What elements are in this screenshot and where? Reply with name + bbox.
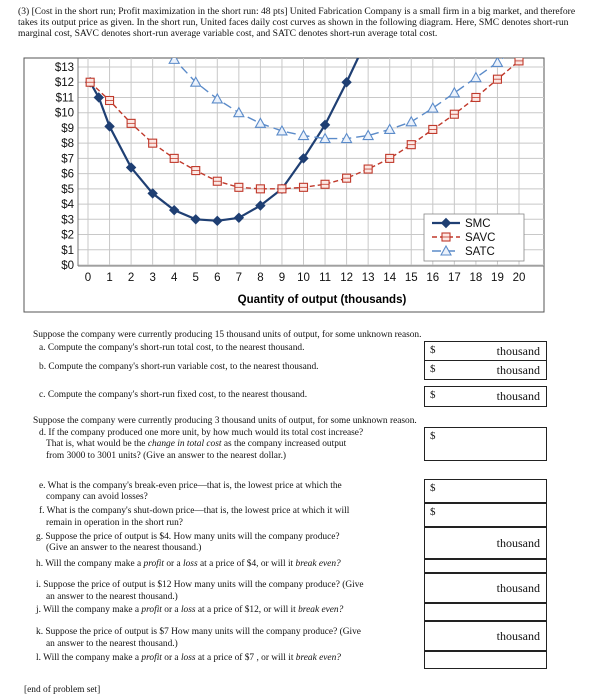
unit-thousand: thousand [496, 629, 540, 643]
h-profit: profit [143, 559, 164, 569]
l-mid: at a price of $7 , or will it [195, 653, 296, 663]
j-profit: profit [141, 605, 162, 615]
d2-text: That is, what would be the [46, 439, 148, 449]
j-loss: loss [180, 605, 196, 615]
question-e-line1: e. What is the company's break-even price—that is, the lowest price at which the [39, 481, 342, 491]
y-tick-label: $6 [61, 168, 74, 181]
y-tick-label: $8 [61, 138, 74, 151]
question-k-line1: k. Suppose the price of output is $7 How many units will the company produce? (Give [36, 627, 361, 637]
x-tick-label: 8 [257, 272, 264, 284]
j-text: j. Will the company make a [36, 605, 142, 615]
l-profit: profit [141, 653, 162, 663]
question-g-line1: g. Suppose the price of output is $4. How many units will the company produce? [36, 532, 340, 542]
question-e-line2: company can avoid losses? [46, 492, 148, 502]
x-tick-label: 14 [383, 272, 397, 284]
y-tick-label: $7 [61, 153, 74, 166]
answer-input-f[interactable] [441, 504, 546, 526]
intro-15-thousand: Suppose the company were currently producing 15 thousand units of output, for some unknown reason. [33, 330, 422, 340]
d2-text-post: as the company increased output [221, 439, 347, 449]
unit-thousand: thousand [496, 581, 540, 595]
answer-input-e[interactable] [441, 480, 546, 502]
answer-input-k[interactable] [425, 622, 476, 650]
question-d-line2 [46, 439, 346, 449]
question-d-line3: from 3000 to 3001 units? (Give an answer to the nearest dollar.) [46, 451, 287, 461]
y-tick-label: $12 [54, 77, 74, 90]
x-axis-label: Quantity of output (thousands) [237, 294, 407, 306]
legend-label-smc: SMC [465, 218, 491, 230]
answer-box-j[interactable] [424, 603, 547, 621]
legend-label-savc: SAVC [465, 232, 496, 244]
d2-emphasis: change in total cost [147, 439, 222, 449]
dollar-sign: $ [430, 389, 436, 401]
question-g-line2: (Give an answer to the nearest thousand.) [46, 543, 202, 553]
x-tick-label: 3 [149, 272, 156, 284]
unit-thousand: thousand [496, 536, 540, 550]
x-tick-label: 11 [319, 272, 332, 284]
h-text: h. Will the company make a [36, 559, 144, 569]
x-tick-label: 12 [340, 272, 353, 284]
question-d-line1: d. If the company produced one more unit, by how much would its total cost increase? [39, 428, 364, 438]
y-tick-label: $10 [54, 107, 74, 120]
answer-box-b[interactable] [424, 360, 547, 380]
h-or: or a [164, 559, 184, 569]
dollar-sign: $ [430, 430, 436, 442]
l-or: or a [161, 653, 181, 663]
question-k-line2: an answer to the nearest thousand.) [46, 639, 178, 649]
x-tick-labels [85, 272, 526, 284]
x-tick-label: 7 [235, 272, 243, 284]
answer-input-j[interactable] [425, 604, 546, 620]
end-of-problem-set: [end of problem set] [24, 685, 101, 695]
answer-box-h[interactable] [424, 559, 547, 573]
j-mid: at a price of $12, or will it [195, 605, 299, 615]
answer-box-k[interactable] [424, 621, 547, 651]
intro-3-thousand: Suppose the company were currently producing 3 thousand units of output, for some unknown reason. [33, 416, 417, 426]
question-l [36, 653, 341, 663]
answer-input-i[interactable] [425, 574, 476, 602]
x-tick-label: 0 [84, 272, 92, 284]
y-tick-label: $1 [61, 244, 74, 257]
x-tick-label: 9 [278, 272, 286, 284]
y-tick-label: $4 [61, 199, 74, 212]
question-i-line1: i. Suppose the price of output is $12 How many units will the company produce? (Give [36, 580, 364, 590]
question-i-line2: an answer to the nearest thousand.) [46, 592, 178, 602]
x-tick-label: 20 [512, 272, 526, 284]
x-tick-label: 10 [297, 272, 310, 284]
x-tick-label: 1 [106, 272, 113, 284]
h-loss: loss [183, 559, 198, 569]
x-tick-label: 19 [491, 272, 504, 284]
dollar-sign: $ [430, 482, 436, 494]
answer-box-f[interactable] [424, 503, 547, 527]
j-or: or a [161, 605, 181, 615]
unit-thousand: thousand [496, 363, 540, 377]
question-a: a. Compute the company's short-run total cost, to the nearest thousand. [39, 343, 305, 353]
answer-input-a[interactable] [441, 342, 476, 360]
y-tick-label: $0 [61, 260, 74, 272]
answer-input-d[interactable] [441, 428, 546, 460]
l-break-even: break even? [295, 653, 341, 663]
l-loss: loss [180, 653, 196, 663]
question-j [36, 605, 343, 615]
unit-thousand: thousand [496, 389, 540, 403]
y-tick-label: $3 [61, 214, 74, 227]
question-b: b. Compute the company's short-run variable cost, to the nearest thousand. [39, 362, 319, 372]
dollar-sign: $ [430, 506, 436, 518]
j-break-even: break even? [298, 605, 344, 615]
problem-intro: (3) [Cost in the short run; Profit maximization in the short run: 48 pts] United Fabrication Company is a small firm in a big market, and therefore takes its output price as given. In the short run, United faces daily cost curves as shown in the following diagram. Here, SMC denotes short-run marginal cost, SAVC denotes short-run average variable cost, and SATC denotes short-run average total cost. [18, 6, 576, 40]
x-tick-label: 18 [469, 272, 483, 284]
x-tick-label: 6 [214, 272, 221, 284]
answer-input-h[interactable] [425, 560, 546, 572]
dollar-sign: $ [430, 363, 436, 375]
x-tick-label: 2 [127, 272, 135, 284]
y-tick-label: $11 [55, 92, 74, 105]
question-c: c. Compute the company's short-run fixed cost, to the nearest thousand. [39, 390, 308, 400]
answer-input-b[interactable] [441, 361, 476, 379]
y-tick-label: $2 [61, 229, 74, 242]
answer-input-l[interactable] [425, 652, 546, 668]
x-tick-label: 17 [447, 272, 461, 284]
chart-legend [424, 214, 524, 261]
x-tick-label: 13 [361, 272, 375, 284]
unit-thousand: thousand [496, 344, 540, 358]
legend-label-satc: SATC [465, 246, 495, 258]
answer-box-i[interactable] [424, 573, 547, 603]
answer-input-g[interactable] [425, 528, 476, 558]
x-tick-label: 16 [426, 272, 440, 284]
l-text: l. Will the company make a [36, 653, 142, 663]
x-tick-label: 15 [404, 272, 418, 284]
x-tick-label: 5 [192, 272, 199, 284]
y-tick-label: $9 [61, 122, 74, 135]
point-satc [169, 56, 179, 63]
answer-box-a[interactable] [424, 341, 547, 361]
cost-curves-chart [0, 56, 609, 316]
answer-input-c[interactable] [441, 387, 476, 406]
y-tick-label: $13 [54, 62, 74, 74]
dollar-sign: $ [430, 344, 436, 356]
answer-box-c[interactable] [424, 386, 547, 407]
question-h [36, 559, 341, 569]
answer-box-g[interactable] [424, 527, 547, 559]
h-mid: at a price of $4, or will it [197, 559, 296, 569]
x-tick-label: 4 [170, 272, 178, 284]
h-break-even: break even? [295, 559, 341, 569]
question-f-line1: f. What is the company's shut-down price—that is, the lowest price at which it will [39, 506, 350, 516]
answer-box-d[interactable] [424, 427, 547, 461]
answer-box-l[interactable] [424, 651, 547, 669]
question-f-line2: remain in operation in the short run? [46, 518, 183, 528]
answer-box-e[interactable] [424, 479, 547, 503]
y-tick-label: $5 [61, 183, 74, 196]
